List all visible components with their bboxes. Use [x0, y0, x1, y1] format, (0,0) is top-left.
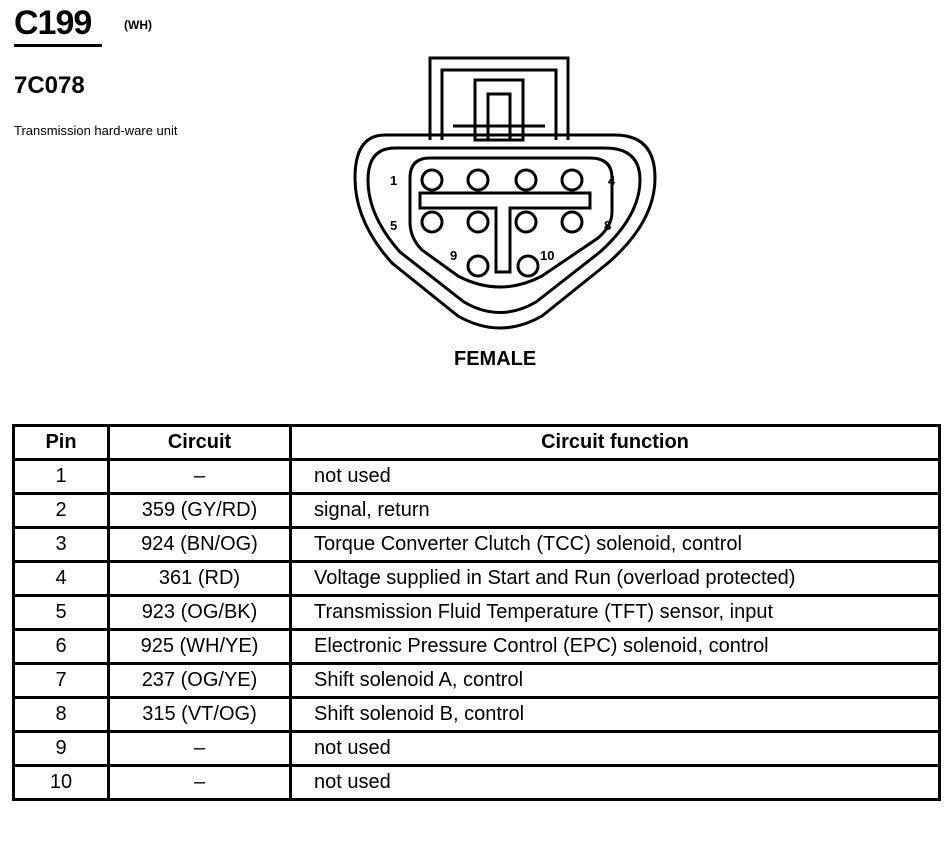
table-row [14, 698, 940, 732]
pin-label-1: 1 [390, 173, 398, 188]
connector-id: C199 [14, 4, 92, 42]
pin-cavity-9 [468, 256, 488, 276]
pin-cell: 7 [14, 664, 109, 698]
pin-label-8: 8 [604, 218, 612, 233]
circuit-cell: 925 (WH/YE) [109, 630, 291, 664]
circuit-cell: 923 (OG/BK) [109, 596, 291, 630]
pin-cavity-10 [518, 256, 538, 276]
pin-cell: 1 [14, 460, 109, 494]
function-cell: signal, return [291, 494, 940, 528]
function-cell: not used [291, 460, 940, 494]
pin-cell: 8 [14, 698, 109, 732]
pin-cavity-4 [562, 170, 582, 190]
pin-cavity-5 [422, 212, 442, 232]
pin-label-5: 5 [390, 218, 398, 233]
pin-cavity-3 [516, 170, 536, 190]
pin-cavity-6 [468, 212, 488, 232]
header-pin: Pin [14, 426, 109, 460]
circuit-cell: – [109, 460, 291, 494]
connector-color-code: (WH) [124, 18, 152, 32]
function-cell: Shift solenoid B, control [291, 698, 940, 732]
connector-face-diagram [350, 50, 660, 330]
pin-cell: 10 [14, 766, 109, 800]
circuit-cell: – [109, 766, 291, 800]
pin-cell: 4 [14, 562, 109, 596]
table-row [14, 664, 940, 698]
pin-label-9: 9 [450, 248, 458, 263]
pin-cavity-1 [422, 170, 442, 190]
header-circuit-function: Circuit function [291, 426, 940, 460]
table-row [14, 494, 940, 528]
view-label: FEMALE [454, 348, 537, 370]
pin-cell: 2 [14, 494, 109, 528]
function-cell: Electronic Pressure Control (EPC) solenoid, control [291, 630, 940, 664]
table-row [14, 596, 940, 630]
function-cell: Torque Converter Clutch (TCC) solenoid, control [291, 528, 940, 562]
circuit-cell: 924 (BN/OG) [109, 528, 291, 562]
circuit-cell: – [109, 732, 291, 766]
part-description: Transmission hard-ware unit [14, 123, 178, 138]
table-row [14, 562, 940, 596]
pin-cavity-8 [562, 212, 582, 232]
function-cell: Shift solenoid A, control [291, 664, 940, 698]
header-circuit: Circuit [109, 426, 291, 460]
circuit-cell: 361 (RD) [109, 562, 291, 596]
function-cell: Voltage supplied in Start and Run (overload protected) [291, 562, 940, 596]
pin-label-10: 10 [540, 248, 555, 263]
pin-cell: 5 [14, 596, 109, 630]
circuit-cell: 315 (VT/OG) [109, 698, 291, 732]
pin-cell: 3 [14, 528, 109, 562]
table-row [14, 766, 940, 800]
pinout-table [12, 424, 941, 801]
circuit-cell: 359 (GY/RD) [109, 494, 291, 528]
pin-cell: 9 [14, 732, 109, 766]
table-row [14, 460, 940, 494]
latch-inner [488, 94, 510, 140]
table-row [14, 528, 940, 562]
part-number: 7C078 [14, 72, 85, 99]
pin-cell: 6 [14, 630, 109, 664]
circuit-cell: 237 (OG/YE) [109, 664, 291, 698]
function-cell: Transmission Fluid Temperature (TFT) sensor, input [291, 596, 940, 630]
pin-cavity-7 [516, 212, 536, 232]
table-header-row [14, 426, 940, 460]
pin-cavity-2 [468, 170, 488, 190]
latch-outer [475, 80, 523, 140]
function-cell: not used [291, 766, 940, 800]
function-cell: not used [291, 732, 940, 766]
table-row [14, 630, 940, 664]
table-row [14, 732, 940, 766]
title-underline [14, 44, 102, 47]
pin-label-4: 4 [608, 173, 616, 188]
